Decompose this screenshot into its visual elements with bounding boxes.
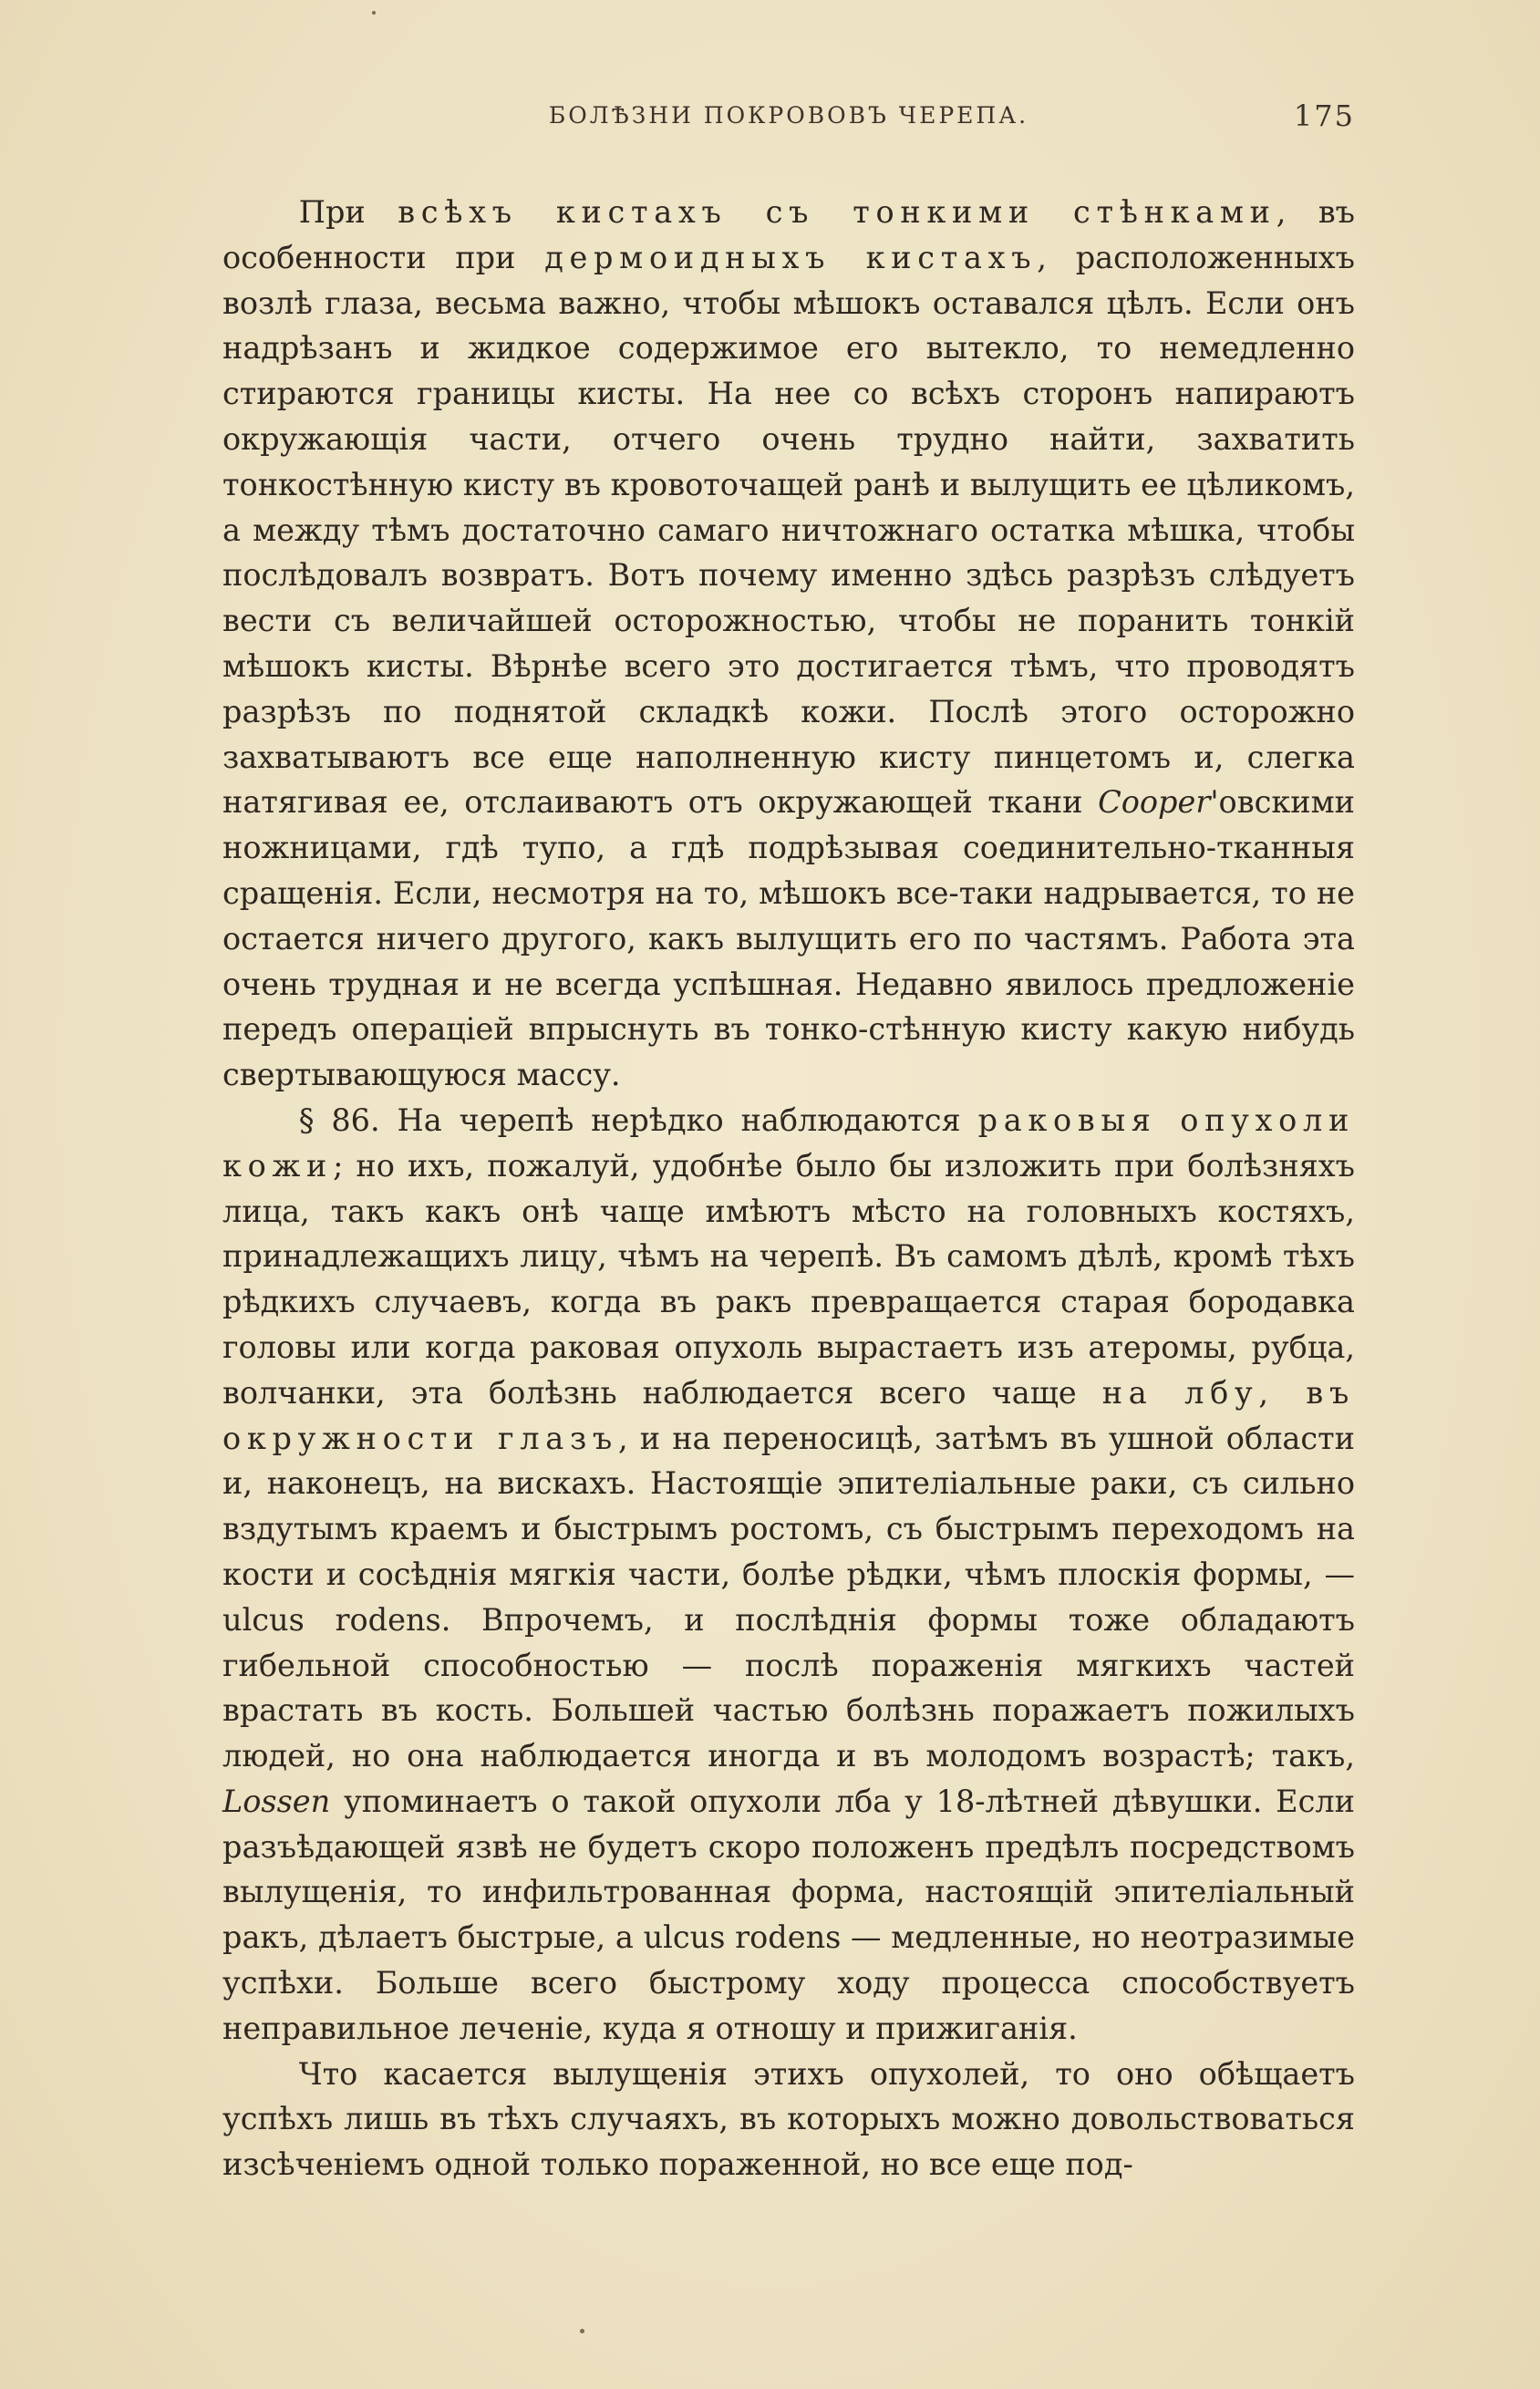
running-head: БОЛѢЗНИ ПОКРОВОВЪ ЧЕРЕПА. bbox=[548, 102, 1029, 129]
page-number: 175 bbox=[1293, 98, 1355, 133]
text-segment: ; но ихъ, пожалуй, удобнѣе было бы изложить при болѣзняхъ лица, такъ какъ онѣ чаще имѣютъ мѣсто на головныхъ костяхъ, принадлежащихъ лицу, чѣмъ на черепѣ. Въ самомъ дѣлѣ, кромѣ тѣхъ рѣдкихъ случаевъ, когда въ ракъ превращается старая бородавка головы или когда раковая опухоль вырастаетъ изъ атеромы, рубца, волчанки, эта болѣзнь наблюдается всего чаще bbox=[222, 1147, 1355, 1411]
spaced-emphasis: дермоидныхъ кистахъ bbox=[544, 239, 1038, 275]
text-segment: упоминаетъ о такой опухоли лба у 18-лѣтней дѣвушки. Если разъѣдающей язвѣ не будетъ скоро положенъ предѣлъ посредствомъ вылущенія, то инфильтрованная форма, настоящій эпителіальный ракъ, дѣлаетъ быстрые, а ulcus rodens — медленные, но неотразимые успѣхи. Больше всего быстрому ходу процесса способствуетъ неправильное леченіе, куда я отношу и прижиганія. bbox=[222, 1783, 1355, 2046]
text-segment: , и на переносицѣ, затѣмъ въ ушной области и, наконецъ, на вискахъ. Настоящіе эпителіальные раки, съ сильно вздутымъ краемъ и быстрымъ ростомъ, съ быстрымъ переходомъ на кости и сосѣднія мягкія части, болѣе рѣдки, чѣмъ плоскія формы, — ulcus rodens. Впрочемъ, и послѣднія формы тоже обладаютъ гибельной способностью — послѣ пораженія мягкихъ частей врастать въ кость. Большей частью болѣзнь поражаетъ пожилыхъ людей, но она наблюдается иногда и въ молодомъ возрастѣ; такъ, bbox=[222, 1420, 1356, 1774]
text-segment: При bbox=[298, 194, 398, 230]
ink-speck bbox=[580, 2329, 584, 2333]
text-segment: , расположенныхъ возлѣ глаза, весьма важно, чтобы мѣшокъ оставался цѣлъ. Если онъ надрѣзанъ и жидкое содержимое его вытекло, то немедленно стираются границы кисты. На нее со всѣхъ сторонъ напираютъ окружающія части, отчего очень трудно найти, захватить тонкостѣнную кисту въ кровоточащей ранѣ и вылущить ее цѣликомъ, а между тѣмъ достаточно самаго ничтожнаго остатка мѣшка, чтобы послѣдовалъ возвратъ. Вотъ почему именно здѣсь разрѣзъ слѣдуетъ вести съ величайшей осторожностью, чтобы не поранить тонкій мѣшокъ кисты. Вѣрнѣе всего это достигается тѣмъ, что проводятъ разрѣзъ по поднятой складкѣ кожи. Послѣ этого осторожно захватываютъ все еще наполненную кисту пинцетомъ и, слегка натягивая ее, отслаиваютъ отъ окружающей ткани bbox=[222, 239, 1355, 821]
ink-speck bbox=[372, 11, 376, 15]
spaced-emphasis: всѣхъ кистахъ съ тонкими стѣнками bbox=[398, 194, 1276, 230]
text-segment: , въ особенности при bbox=[222, 194, 1355, 275]
text-segment: § 86. На черепѣ нерѣдко наблюдаются bbox=[298, 1101, 978, 1138]
paragraph-cyst-removal bbox=[222, 190, 1355, 1098]
spaced-emphasis: на лбу, въ окружности глазъ bbox=[222, 1374, 1355, 1456]
spaced-emphasis: раковыя опухоли кожи bbox=[222, 1101, 1355, 1184]
italic-name: Lossen bbox=[222, 1783, 331, 1819]
text-segment: Что касается вылущенія этихъ опухолей, то оно обѣщаетъ успѣхъ лишь въ тѣхъ случаяхъ, въ которыхъ можно довольствоваться изсѣченіемъ одной только пораженной, но все еще под- bbox=[222, 2055, 1355, 2183]
body-text bbox=[222, 190, 1355, 2187]
page-header bbox=[222, 98, 1355, 139]
paragraph-excision bbox=[222, 2052, 1355, 2187]
italic-name: Cooper bbox=[1098, 784, 1211, 821]
text-segment: 'овскими ножницами, гдѣ тупо, а гдѣ подрѣзывая соединительно-тканныя сращенія. Если, несмотря на то, мѣшокъ все-таки надрывается, то не остается ничего другого, какъ вылущить его по частямъ. Работа эта очень трудная и не всегда успѣшная. Недавно явилось предложеніе передъ операціей впрыснуть въ тонко-стѣнную кисту какую нибудь свертывающуюся массу. bbox=[222, 784, 1355, 1093]
paragraph-section-86 bbox=[222, 1098, 1355, 2052]
